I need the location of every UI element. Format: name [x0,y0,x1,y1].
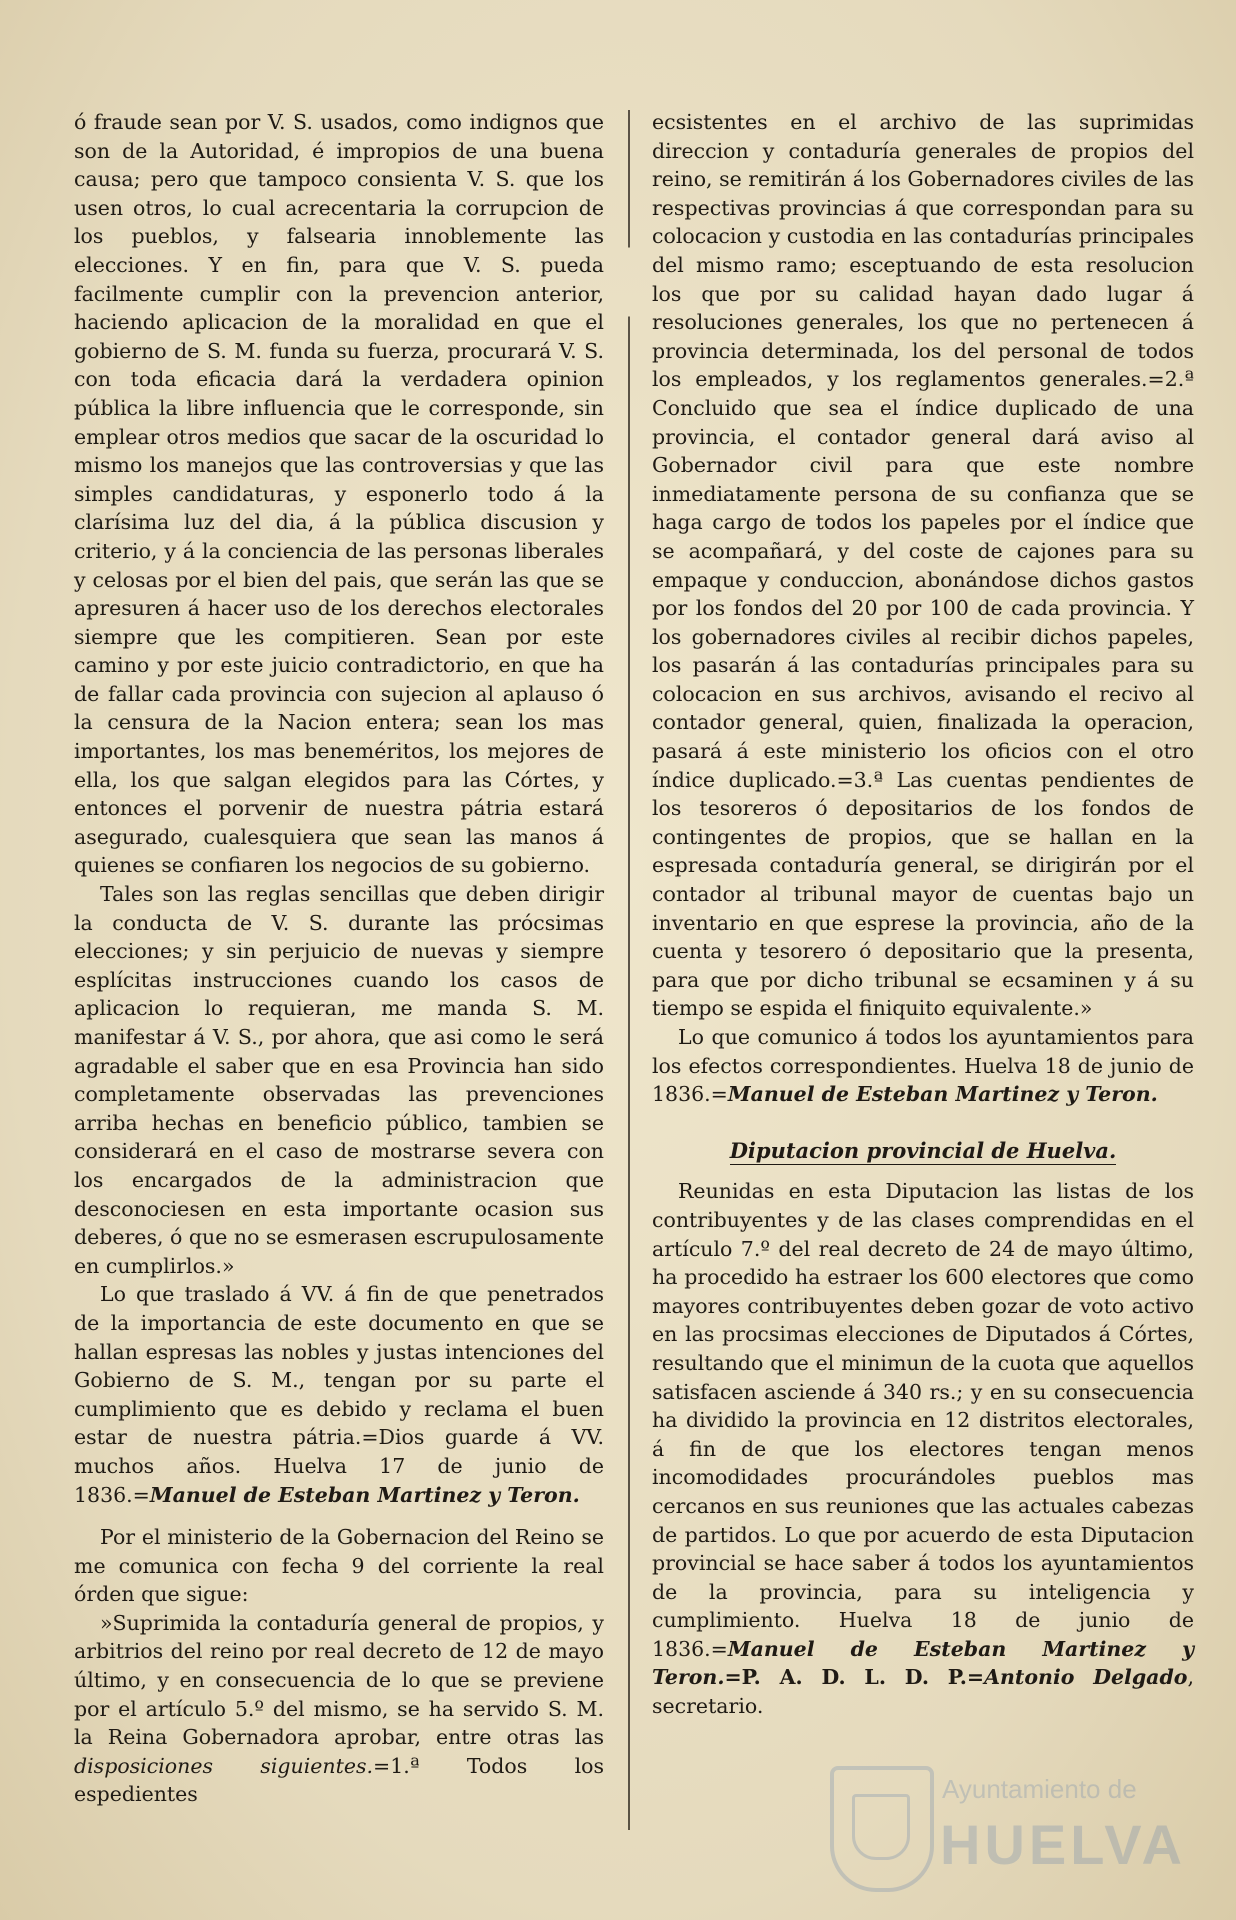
section-heading-text: Diputacion provincial de Huelva. [729,1137,1117,1163]
right-paragraph-3-text: Reunidas en esta Diputacion las listas de los contribuyentes y de las clases comprendidas en el artículo 7.º del real decreto de 24 de mayo último, ha procedido ha estraer los 600 electores que como mayores contribuyentes deben gozar de voto activo en las procsimas elecciones de Diputados á Córtes, resultando que el minimun de la cuota que aquellos satisfacen asciende á 340 rs.; y en su consecuencia ha dividido la provincia en 12 distritos electorales, á fin de que los electores tengan menos incomodidades procurándoles pueblos mas cercanos en sus reuniones que las actuales cabezas de partidos. Lo que por acuerdo de esta Diputacion provincial se hace saber á todos los ayuntamientos de la provincia, para su inteligencia y cumplimiento. Huelva 18 de junio de 1836.= [652,1179,1194,1661]
left-paragraph-5-italic: disposiciones siguientes. [74,1753,374,1778]
left-paragraph-4: Por el ministerio de la Gobernacion del Reino se me comunica con fecha 9 del corriente la real órden que sigue: [74,1525,604,1607]
left-paragraph-2: Tales son las reglas sencillas que deben dirigir la conducta de V. S. durante las prócsimas elecciones; y sin perjuicio de nuevas y siempre esplícitas instrucciones cuando los casos de aplicacion lo requieran, me manda S. M. manifestar á V. S., por ahora, que asi como le será agradable el saber que en esa Provincia han sido completamente observadas las prevenciones arriba hechas en beneficio público, tambien se considerará en el caso de mostrarse severa con los encargados de la administracion que desconociesen en esta importante ocasion sus deberes, ó que no se esmerasen escrupulosamente en cumplirlos.» [74,882,604,1278]
left-paragraph-5-text: »Suprimida la contaduría general de propios, y arbitrios del reino por real decreto de 12 de mayo último, y en consecuencia de lo que se previene por el artículo 5.º del mismo, se ha servido S. M. la Reina Gobernadora aprobar, entre otras las [74,1610,604,1750]
left-paragraph-5-end: =1.ª Todos los espedientes [74,1753,604,1807]
column-divider [628,110,630,1830]
left-paragraph-3-signature: Manuel de Esteban Martinez y Teron. [149,1482,580,1507]
right-paragraph-2-text: Lo que comunico á todos los ayuntamientos para los efectos correspondientes. Huelva 18 de junio de 1836.= [652,1025,1194,1107]
left-paragraph-3 [74,1280,604,1509]
right-paragraph-3-sep: =P. A. D. L. D. P.= [724,1665,985,1690]
right-paragraph-1: ecsistentes en el archivo de las suprimidas direccion y contaduría generales de propios del reino, se remitirán á los Gobernadores civiles de las respectivas provincias á que correspondan para su colocacion y custodia en las contadurías principales del mismo ramo; esceptuando de esta resolucion los que por su calidad hayan dado lugar á resoluciones generales, los que no pertenecen á provincia determinada, los del personal de todos los empleados, y los reglamentos generales.=2.ª Concluido que sea el índice duplicado de una provincia, el contador general dará aviso al Gobernador civil para que este nombre inmediatamente persona de su confianza que se haga cargo de todos los papeles por el índice que se acompañará, y del coste de cajones para su empaque y conduccion, abonándose dichos gastos por los fondos del 20 por 100 de cada provincia. Y los gobernadores civiles al recibir dichos papeles, los pasarán á las contadurías principales para su colocacion en sus archivos, avisando el recivo al contador general, quien, finalizada la operacion, pasará á este ministerio los oficios con el otro índice duplicado.=3.ª Las cuentas pendientes de los tesoreros ó depositarios de los fondos de contingentes de propios, que se hallan en la espresada contaduría general, se dirigirán por el contador al tribunal mayor de cuentas bajo un inventario en que esprese la provincia, año de la cuenta y tesorero ó depositario que la presenta, para que por dicho tribunal se ecsaminen y á su tiempo se espida el finiquito equivalente.» [652,110,1194,1021]
shield-icon [830,1766,934,1892]
left-paragraph-1: ó fraude sean por V. S. usados, como indignos que son de la Autoridad, é impropios de una buena causa; pero que tampoco consienta V. S. que los usen otros, lo cual acrecentaria la corrupcion de los pueblos, y falsearia innoblemente las elecciones. Y en fin, para que V. S. pueda facilmente cumplir con la prevencion anterior, haciendo aplicacion de la moralidad en que el gobierno de S. M. funda su fuerza, procurará V. S. con toda eficacia dará la verdadera opinion pública la libre influencia que le corresponde, sin emplear otros medios que sacar de la oscuridad lo mismo los manejos que las controversias y que las simples candidaturas, y esponerlo todo á la clarísima luz del dia, á la pública discusion y criterio, y á la conciencia de las personas liberales y celosas por el bien del pais, que serán las que se apresuren á hacer uso de los derechos electorales siempre que les compitieren. Sean por este camino y por este juicio contradictorio, en que ha de fallar cada provincia con sujecion al aplauso ó la censura de la Nacion entera; sean los mas importantes, los mas beneméritos, los mejores de ella, los que salgan elegidos para las Córtes, y entonces el porvenir de nuestra pátria estará asegurado, cualesquiera que sean las manos á quienes se confiaren los negocios de su gobierno. [74,110,604,878]
watermark-top-text: Ayuntamiento de [942,1774,1137,1804]
left-column [74,108,604,1809]
left-paragraph-3-text: Lo que traslado á VV. á fin de que penetrados de la importancia de este documento en que se hallan espresas las nobles y justas intenciones del Gobierno de S. M., tengan por su parte el cumplimiento que es debido y reclama el buen estar de nuestra pátria.=Dios guarde á VV. muchos años. Huelva 17 de junio de 1836.= [74,1282,604,1507]
right-paragraph-2 [652,1023,1194,1109]
right-paragraph-3 [652,1177,1194,1720]
right-paragraph-3-signature: Manuel de Esteban Martinez y Teron. [652,1636,1194,1690]
right-column [652,108,1194,1721]
section-heading [652,1137,1194,1166]
watermark-big-text: HUELVA [940,1813,1186,1876]
right-paragraph-3-end: , secretario. [652,1665,1194,1719]
right-paragraph-3-secretary: Antonio Delgado [984,1665,1188,1690]
left-paragraph-5 [74,1609,604,1809]
right-paragraph-2-signature: Manuel de Esteban Martinez y Teron. [727,1082,1158,1107]
archive-watermark [830,1762,1186,1892]
